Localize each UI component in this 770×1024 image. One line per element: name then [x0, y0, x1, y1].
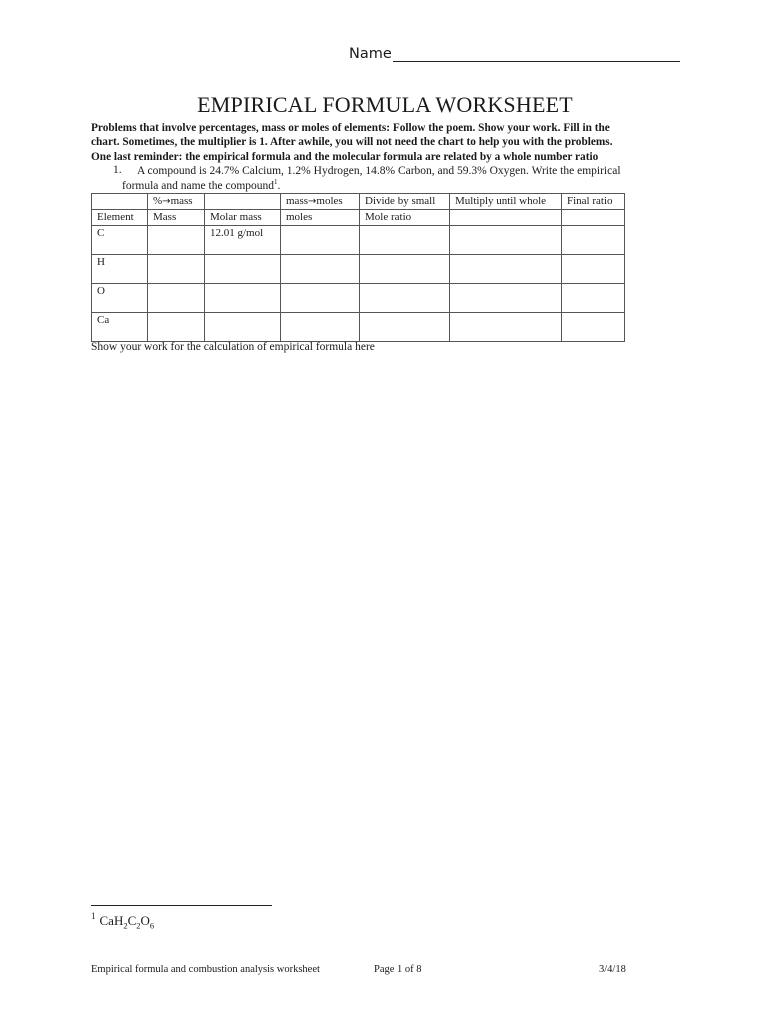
blank-cell[interactable]: [360, 284, 450, 313]
footer-document-title: Empirical formula and combustion analysis worksheet: [91, 964, 320, 975]
table-header-row: [92, 194, 625, 210]
instructions-line: chart. Sometimes, the multiplier is 1. After awhile, you will not need the chart to help you with the problems.: [91, 136, 613, 149]
footnote-reference: 1: [274, 177, 278, 186]
footer-page-number: Page 1 of 8: [374, 964, 422, 975]
empirical-formula-chart: [91, 193, 625, 342]
blank-cell[interactable]: [450, 313, 562, 342]
blank-cell[interactable]: [148, 226, 205, 255]
blank-cell[interactable]: [450, 255, 562, 284]
question-line: A compound is 24.7% Calcium, 1.2% Hydrogen, 14.8% Carbon, and 59.3% Oxygen. Write the empirical: [137, 165, 621, 177]
header-cell-element: Element: [92, 210, 148, 226]
footnote: [91, 913, 154, 929]
blank-cell[interactable]: [562, 313, 625, 342]
blank-cell[interactable]: [148, 284, 205, 313]
header-cell-moles: moles: [281, 210, 360, 226]
header-cell: [562, 210, 625, 226]
page-title: EMPIRICAL FORMULA WORKSHEET: [197, 92, 573, 117]
header-cell-percent-to-mass: %→mass: [148, 194, 205, 210]
table-row: [92, 255, 625, 284]
blank-cell[interactable]: [562, 284, 625, 313]
element-cell: Ca: [92, 313, 148, 342]
header-cell: [92, 194, 148, 210]
header-cell-mass-to-moles: mass→moles: [281, 194, 360, 210]
blank-cell[interactable]: [281, 313, 360, 342]
table-row: [92, 226, 625, 255]
blank-cell[interactable]: [360, 255, 450, 284]
table-row: [92, 313, 625, 342]
work-area-label: Show your work for the calculation of empirical formula here: [91, 341, 375, 353]
blank-cell[interactable]: [360, 226, 450, 255]
question-line-text: formula and name the compound: [122, 179, 275, 192]
header-cell-molar-mass: Molar mass: [205, 210, 281, 226]
molar-mass-cell[interactable]: [205, 284, 281, 313]
element-cell: O: [92, 284, 148, 313]
blank-cell[interactable]: [281, 284, 360, 313]
footnote-mark: 1: [91, 911, 96, 921]
footnote-divider: [91, 905, 272, 906]
name-blank-line[interactable]: [393, 46, 680, 62]
molar-mass-cell[interactable]: [205, 313, 281, 342]
header-cell-final-ratio: Final ratio: [562, 194, 625, 210]
molar-mass-cell: 12.01 g/mol: [205, 226, 281, 255]
blank-cell[interactable]: [281, 226, 360, 255]
footer-date: 3/4/18: [599, 964, 626, 975]
header-cell: [450, 210, 562, 226]
table-subheader-row: [92, 210, 625, 226]
arrow-right-icon: →: [308, 196, 317, 207]
molar-mass-cell[interactable]: [205, 255, 281, 284]
blank-cell[interactable]: [450, 284, 562, 313]
instructions-line: One last reminder: the empirical formula and the molecular formula are related by a whole number ratio: [91, 150, 599, 163]
header-cell-mole-ratio: Mole ratio: [360, 210, 450, 226]
element-cell: C: [92, 226, 148, 255]
question-number: 1.: [113, 164, 122, 176]
question-text: [122, 164, 662, 193]
blank-cell[interactable]: [148, 313, 205, 342]
name-field: [349, 46, 680, 62]
arrow-right-icon: →: [162, 196, 171, 207]
instructions-line: Problems that involve percentages, mass or moles of elements: Follow the poem. Show your work. Fill in the: [91, 122, 610, 134]
blank-cell[interactable]: [450, 226, 562, 255]
name-label: Name: [349, 46, 392, 62]
blank-cell[interactable]: [281, 255, 360, 284]
blank-cell[interactable]: [562, 255, 625, 284]
instructions: [91, 121, 681, 164]
question-line-end: .: [277, 179, 281, 192]
header-cell: [205, 194, 281, 210]
header-cell-multiply-until-whole: Multiply until whole: [450, 194, 562, 210]
header-cell-divide-by-small: Divide by small: [360, 194, 450, 210]
header-cell-mass: Mass: [148, 210, 205, 226]
blank-cell[interactable]: [562, 226, 625, 255]
table-row: [92, 284, 625, 313]
question-line: [122, 179, 662, 194]
blank-cell[interactable]: [360, 313, 450, 342]
blank-cell[interactable]: [148, 255, 205, 284]
element-cell: H: [92, 255, 148, 284]
footnote-formula: $CaH_2C_2O_6$: [99, 913, 155, 931]
